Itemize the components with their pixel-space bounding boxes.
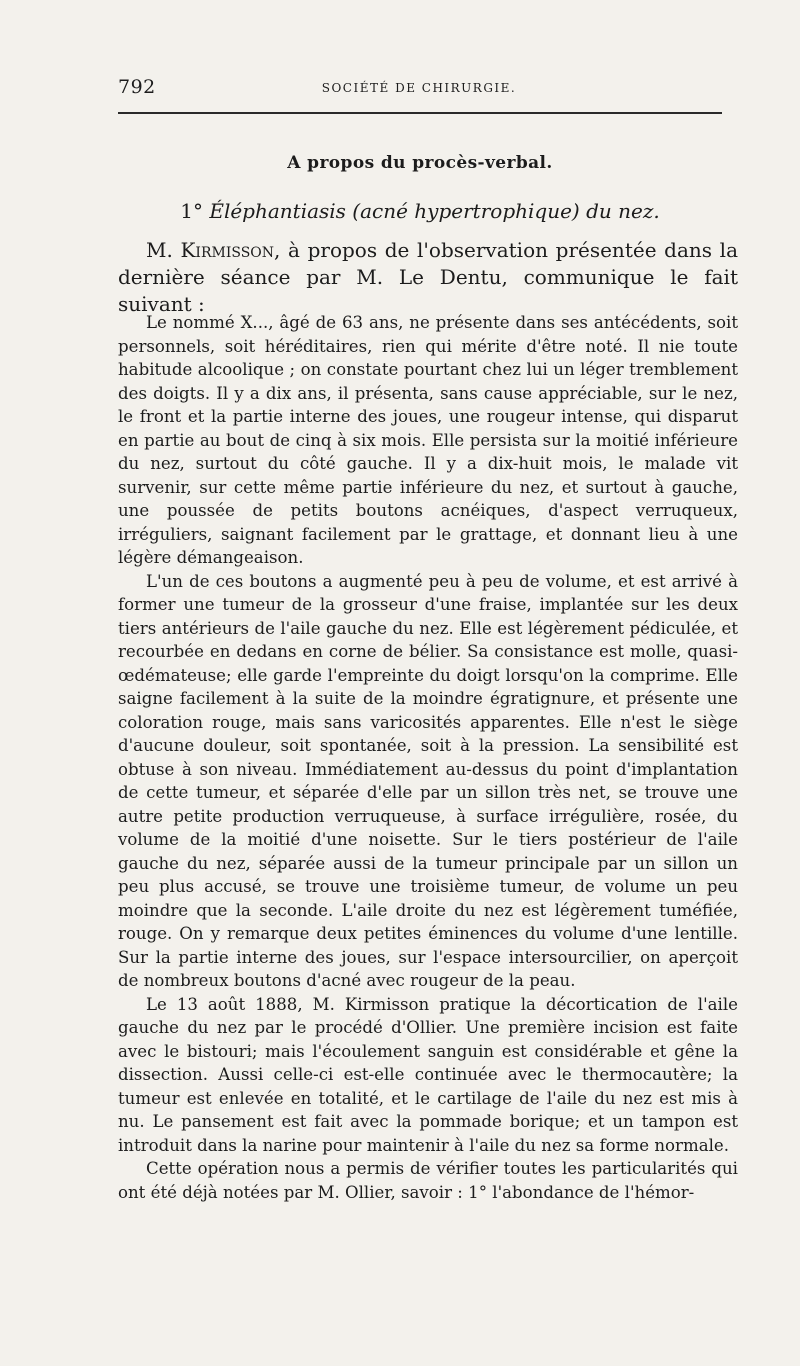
subtitle-number: 1°	[180, 199, 203, 223]
paragraph-2: L'un de ces boutons a augmenté peu à peu de volume, et est arrivé à former une tumeur de la grosseur d'une fraise, implantée sur les deux tiers antérieurs de l'aile gauche du nez. Elle est légèrement pédiculée, et recourbée en dedans en corne de bélier. Sa consistance est molle, quasi-œdémateuse; elle garde l'empreinte du doigt lorsqu'on la comprime. Elle saigne facilement à la suite de la moindre égratignure, et présente une coloration rouge, mais sans varicosités apparentes. Elle n'est le siège d'aucune douleur, soit spontanée, soit à la pression. La sensibilité est obtuse à son niveau. Immédiatement au-dessus du point d'implantation de cette tumeur, et séparée d'elle par un sillon très net, se trouve une autre petite production verruqueuse, à surface irrégulière, rosée, du volume de la moitié d'une noisette. Sur le tiers postérieur de l'aile gauche du nez, séparée aussi de la tumeur principale par un sillon un peu plus accusé, se trouve une troisième tumeur, de volume un peu moindre que la seconde. L'aile droite du nez est légèrement tuméfiée, rouge. On y remarque deux petites éminences du volume d'une lentille. Sur la partie interne des joues, sur l'espace intersourcilier, on aperçoit de nombreux boutons d'acné avec rougeur de la peau.	[118, 571, 738, 990]
paragraph-3: Le 13 août 1888, M. Kirmisson pratique la décortication de l'aile gauche du nez par le procédé d'Ollier. Une première incision est faite avec le bistouri; mais l'écoulement sanguin est considérable et gêne la dissection. Aussi celle-ci est-elle continuée avec le thermocautère; la tumeur est enlevée en totalité, et le cartilage de l'aile du nez est mis à nu. Le pansement est fait avec la pommade borique; et un tampon est introduit dans la narine pour maintenir à l'aile du nez sa forme normale.	[118, 994, 738, 1155]
paragraph-1: Le nommé X..., âgé de 63 ans, ne présente dans ses antécédents, soit personnels, soit héréditaires, rien qui mérite d'être noté. Il nie toute habitude alcoolique ; on constate pourtant chez lui un léger tremblement des doigts. Il y a dix ans, il présenta, sans cause appréciable, sur le nez, le front et la partie interne des joues, une rougeur intense, qui disparut en partie au bout de cinq à six mois. Elle persista sur la moitié inférieure du nez, surtout du côté gauche. Il y a dix-huit mois, le malade vit survenir, sur cette même partie inférieure du nez, et surtout à gauche, une poussée de petits boutons acnéiques, d'aspect verruqueux, irréguliers, saignant facilement par le grattage, et donnant lieu à une légère démangeaison.	[118, 313, 738, 567]
running-title: SOCIÉTÉ DE CHIRURGIE.	[321, 81, 517, 95]
section-title: A propos du procès-verbal.	[287, 153, 553, 173]
intro-prefix: M.	[146, 238, 173, 262]
intro-paragraph	[118, 237, 738, 318]
author-name: Kirmisson,	[180, 238, 281, 262]
header-rule	[118, 112, 722, 114]
intro-text: à propos de l'observation présentée dans la dernière séance par M. Le Dentu, communique le fait suivant :	[118, 238, 738, 316]
paragraph-4: Cette opération nous a permis de vérifier toutes les particularités qui ont été déjà notées par M. Ollier, savoir : 1° l'abondance de l'hémor-	[118, 1159, 738, 1202]
page-number: 792	[118, 76, 156, 98]
page-header	[118, 76, 720, 98]
body-text	[118, 311, 738, 1204]
subtitle-text: Éléphantiasis (acné hypertrophique) du nez.	[209, 199, 660, 223]
subtitle	[118, 199, 722, 223]
